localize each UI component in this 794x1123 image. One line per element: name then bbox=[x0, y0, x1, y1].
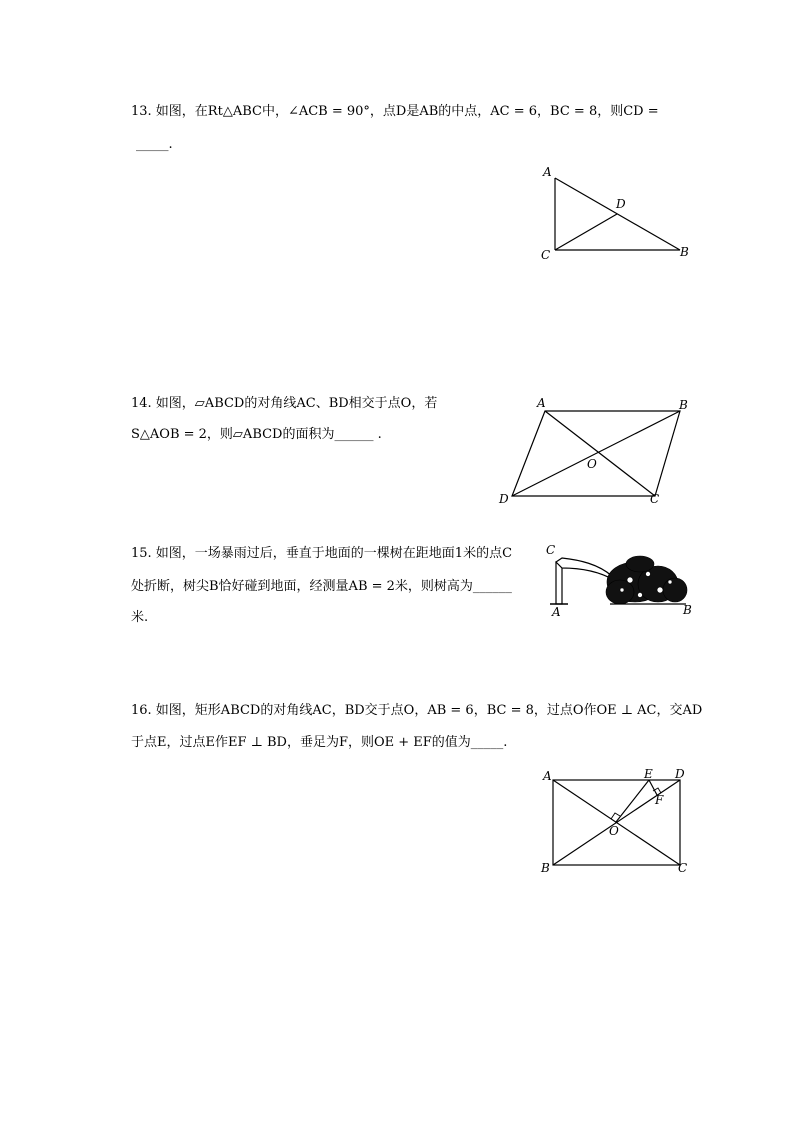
q14-label-d: D bbox=[499, 492, 509, 506]
q15-text-line2: 处折断，树尖B恰好碰到地面，经测量AB = 2米，则树高为______ bbox=[131, 579, 512, 594]
q14-diagonal-bd bbox=[512, 411, 680, 496]
q14-figure bbox=[495, 393, 695, 508]
q13-label-d: D bbox=[616, 197, 626, 211]
q13-line-cd bbox=[555, 214, 617, 250]
q13-text-line1: 13. 如图，在Rt△ABC中，∠ACB = 90°，点D是AB的中点，AC = 6，BC = 8，则CD = bbox=[131, 104, 659, 119]
q15-figure bbox=[540, 540, 700, 620]
q16-label-d: D bbox=[675, 767, 685, 781]
q14-diagonal-ac bbox=[545, 411, 655, 496]
tree-foliage bbox=[606, 556, 687, 604]
q16-label-c: C bbox=[678, 861, 688, 875]
q16-line-oe bbox=[616, 780, 649, 822]
q16-label-o: O bbox=[609, 824, 619, 838]
q14-label-o: O bbox=[587, 457, 597, 471]
tree-broken-trunk bbox=[556, 558, 614, 580]
q13-label-c: C bbox=[541, 248, 551, 262]
q14-label-b: B bbox=[679, 398, 688, 412]
q16-text-line2: 于点E，过点E作EF ⊥ BD，垂足为F，则OE + EF的值为_____. bbox=[131, 735, 508, 750]
q15-label-a: A bbox=[552, 605, 561, 619]
q16-label-b: B bbox=[541, 861, 550, 875]
q15-label-c: C bbox=[546, 543, 556, 557]
q15-label-b: B bbox=[683, 603, 692, 617]
q13-label-b: B bbox=[680, 245, 689, 259]
q14-text-line1: 14. 如图，▱ABCD的对角线AC、BD相交于点O，若 bbox=[131, 396, 438, 411]
q16-text-line1: 16. 如图，矩形ABCD的对角线AC，BD交于点O，AB = 6，BC = 8，过点O作OE ⊥ AC，交AD bbox=[131, 703, 703, 718]
q13-label-a: A bbox=[543, 165, 552, 179]
q16-label-f: F bbox=[655, 793, 664, 807]
q16-label-a: A bbox=[543, 769, 552, 783]
q14-label-c: C bbox=[650, 492, 660, 506]
q13-figure bbox=[535, 160, 695, 270]
q15-text-line1: 15. 如图，一场暴雨过后，垂直于地面的一棵树在距地面1米的点C bbox=[131, 546, 513, 561]
q14-text-line2: S△AOB = 2，则▱ABCD的面积为______ . bbox=[131, 427, 382, 442]
q16-label-e: E bbox=[644, 767, 653, 781]
q13-text-line2: _____. bbox=[136, 137, 173, 152]
q14-label-a: A bbox=[537, 396, 546, 410]
q15-text-line3: 米. bbox=[131, 610, 149, 625]
q16-figure bbox=[535, 762, 700, 877]
